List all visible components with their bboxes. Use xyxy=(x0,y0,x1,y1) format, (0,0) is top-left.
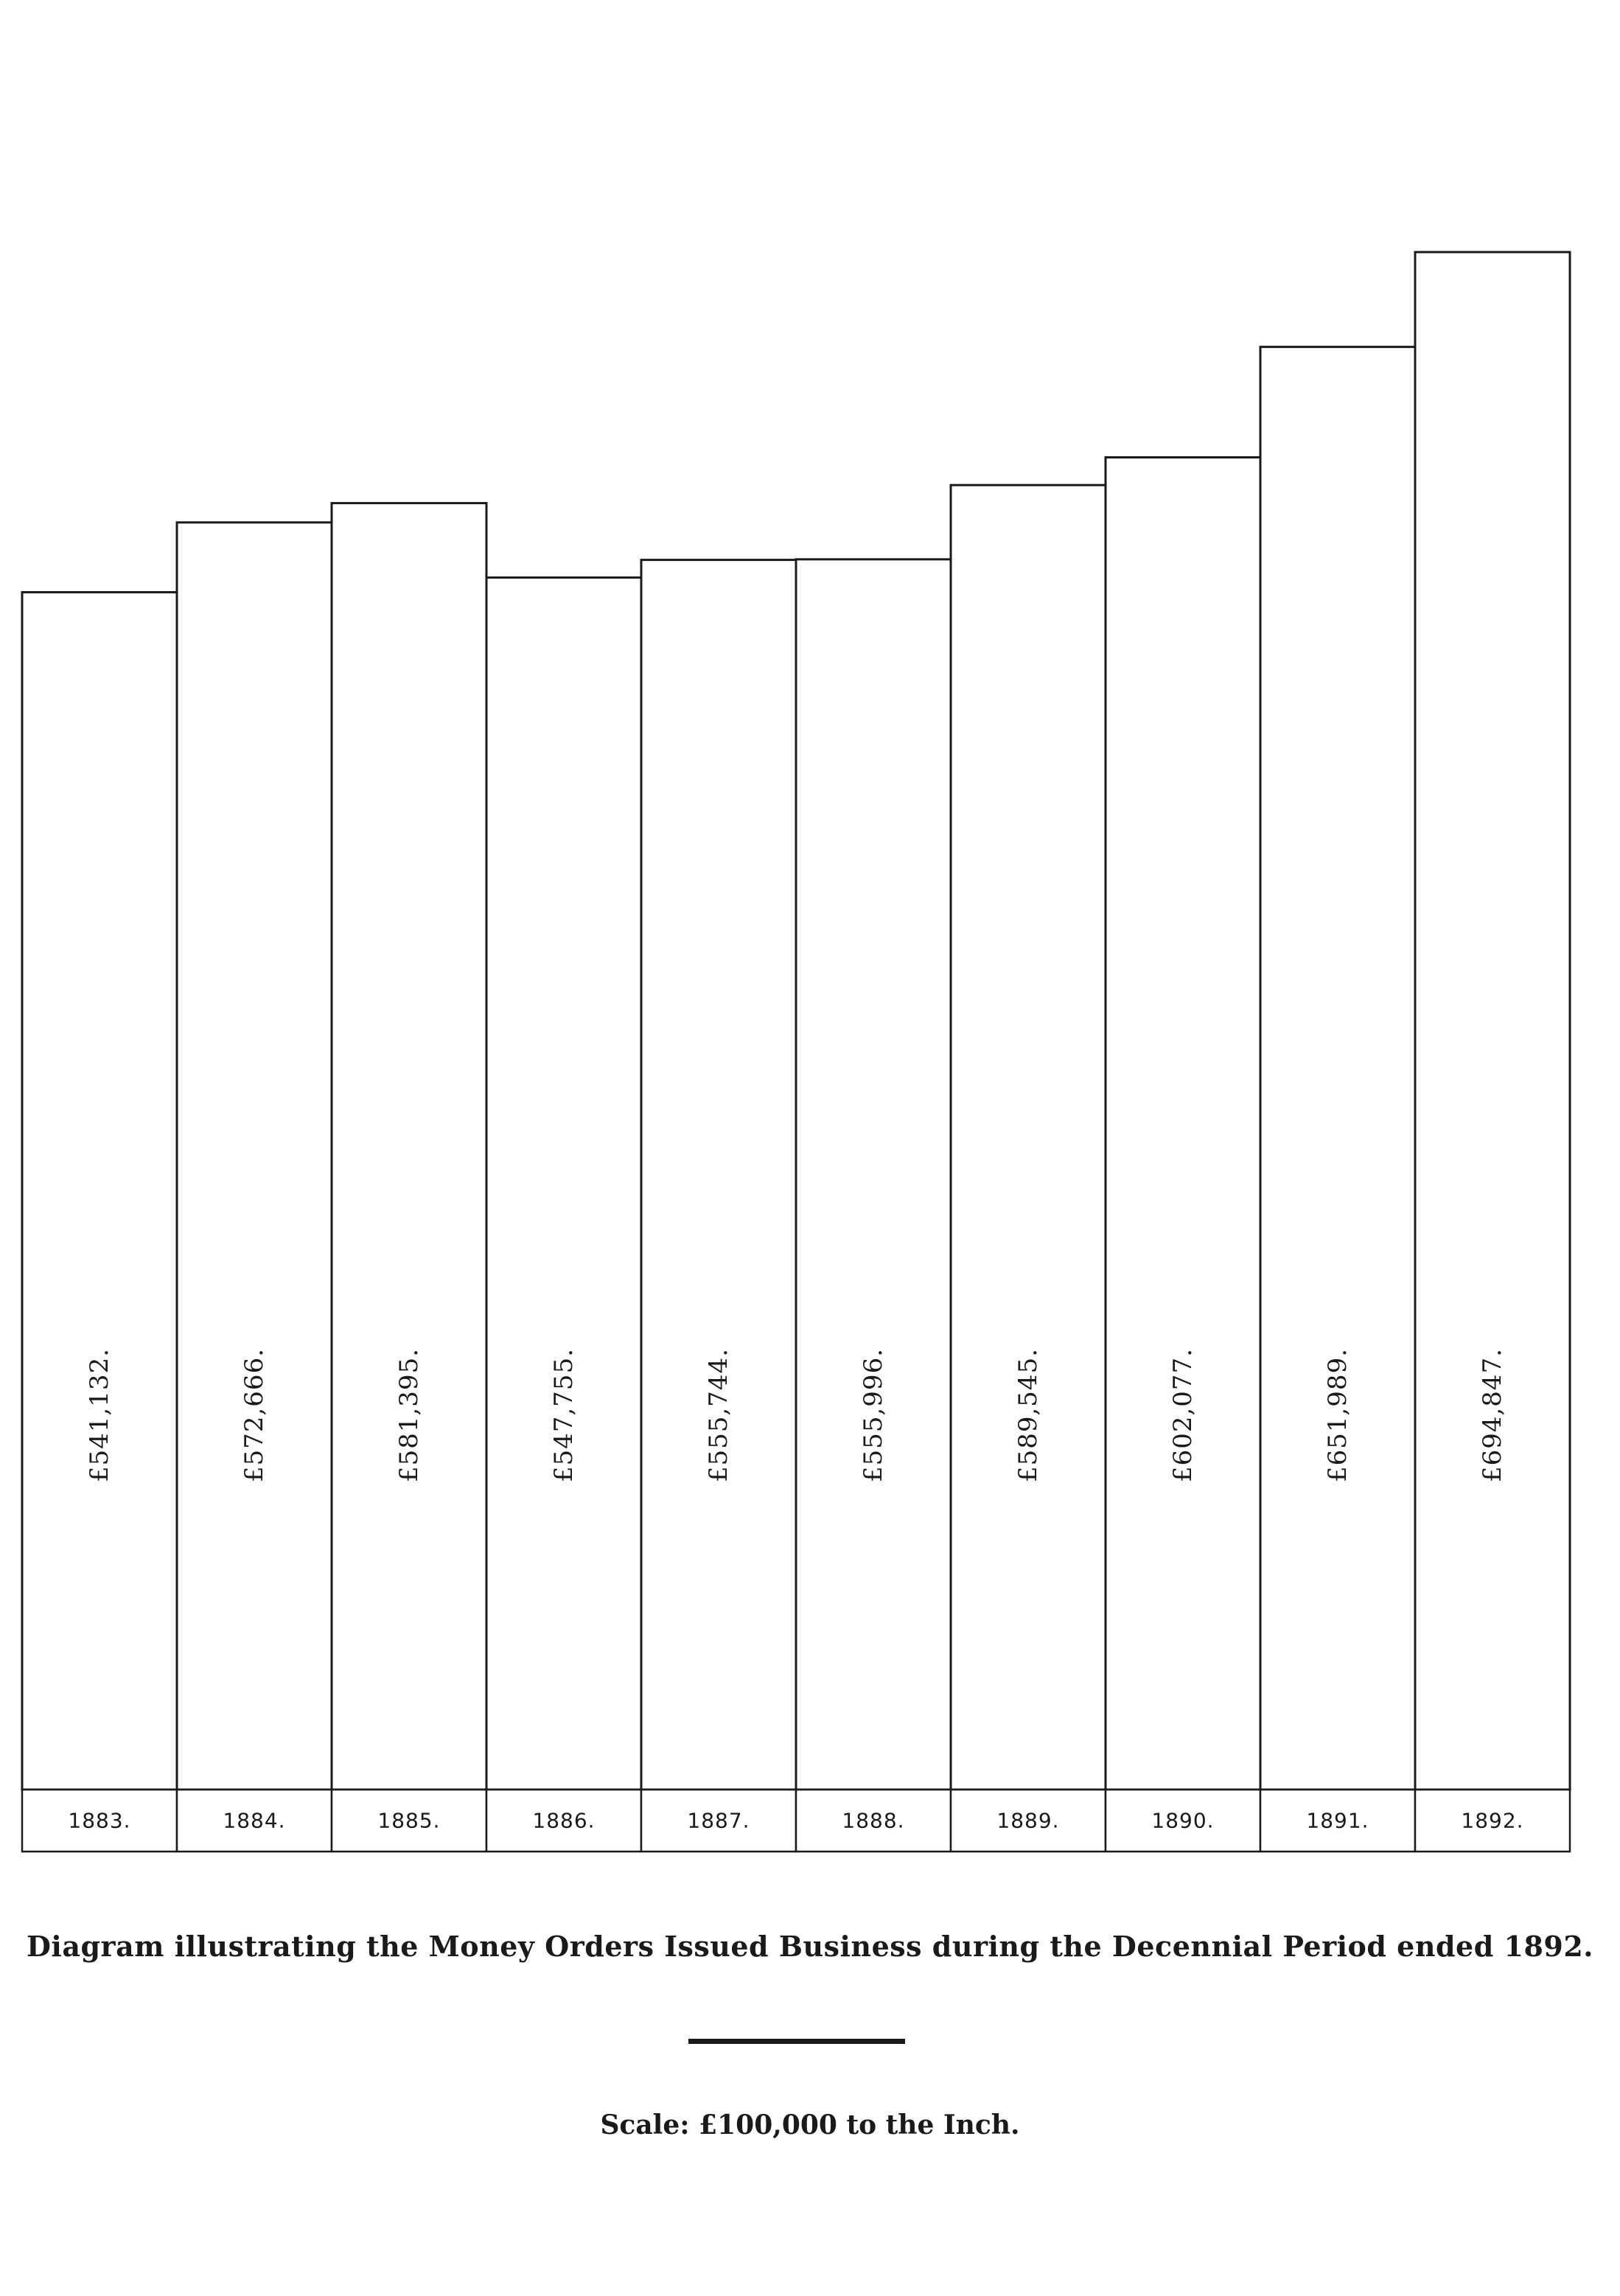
value-label: £694,847. xyxy=(1478,1347,1507,1483)
year-tick-label: 1885. xyxy=(377,1808,441,1833)
bar-1889 xyxy=(951,485,1106,1790)
year-tick-label: 1892. xyxy=(1461,1808,1524,1833)
year-tick-label: 1889. xyxy=(996,1808,1060,1833)
year-tick-label: 1888. xyxy=(842,1808,905,1833)
bar-1886 xyxy=(486,578,641,1790)
bar-1884 xyxy=(177,523,332,1790)
bar-1892 xyxy=(1415,252,1570,1790)
bar-1883 xyxy=(22,592,177,1790)
bar-1887 xyxy=(641,560,796,1790)
value-label: £589,545. xyxy=(1013,1347,1043,1483)
year-tick-label: 1887. xyxy=(687,1808,750,1833)
bar-1890 xyxy=(1106,458,1260,1790)
value-label: £555,996. xyxy=(859,1347,888,1483)
year-tick-label: 1883. xyxy=(68,1808,131,1833)
year-axis-row xyxy=(22,1790,1570,1852)
value-label: £555,744. xyxy=(704,1347,733,1483)
chart-title: Diagram illustrating the Money Orders Issued Business during the Decennial Period ended 1892. xyxy=(26,1930,1594,1963)
year-tick-label: 1890. xyxy=(1151,1808,1215,1833)
bar-1885 xyxy=(332,503,486,1790)
value-label: £547,755. xyxy=(549,1347,579,1483)
value-label: £602,077. xyxy=(1168,1347,1198,1483)
scale-bar xyxy=(688,2039,905,2044)
value-label: £572,666. xyxy=(240,1347,269,1483)
scale-caption: Scale: £100,000 to the Inch. xyxy=(600,2110,1020,2140)
year-tick-label: 1886. xyxy=(532,1808,596,1833)
year-tick-label: 1884. xyxy=(223,1808,286,1833)
value-label: £541,132. xyxy=(85,1347,114,1483)
value-label: £581,395. xyxy=(394,1347,424,1483)
bars-layer xyxy=(22,252,1570,1790)
bar-1891 xyxy=(1260,347,1415,1790)
year-tick-label: 1891. xyxy=(1306,1808,1369,1833)
bar-1888 xyxy=(796,559,951,1790)
value-label: £651,989. xyxy=(1323,1347,1352,1483)
